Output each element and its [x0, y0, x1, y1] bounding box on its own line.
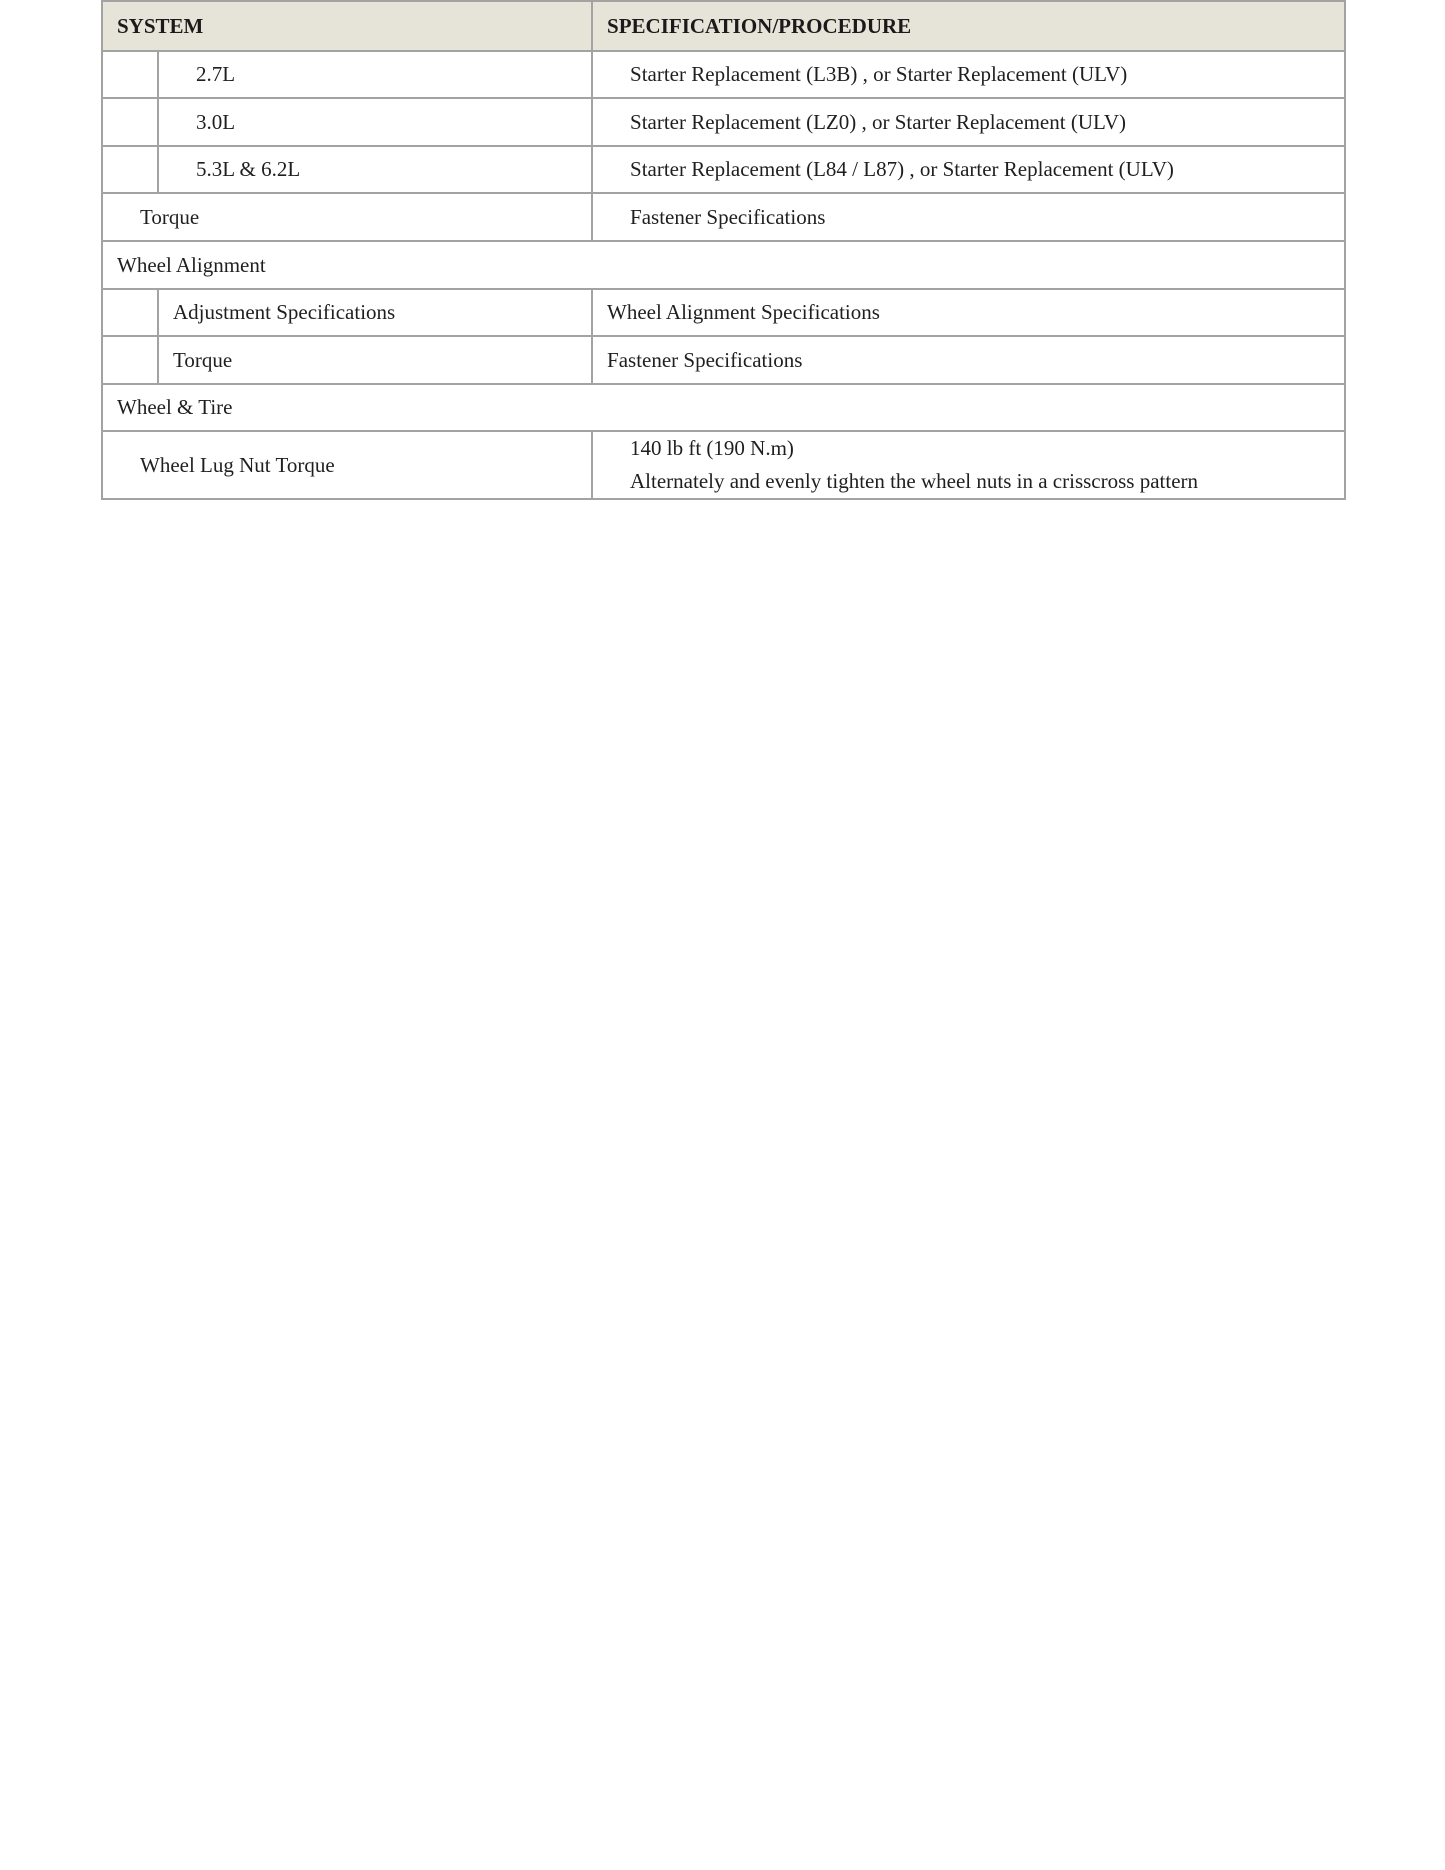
system-cell: 3.0L: [158, 98, 592, 146]
header-spec: SPECIFICATION/PROCEDURE: [592, 1, 1345, 51]
table-row: [102, 431, 1345, 499]
system-cell: Adjustment Specifications: [158, 289, 592, 336]
group-title: Wheel Alignment: [102, 241, 1345, 289]
indent-cell: [102, 146, 158, 193]
header-system: SYSTEM: [102, 1, 592, 51]
indent-cell: [102, 336, 158, 384]
group-row: [102, 241, 1345, 289]
spec-cell: Fastener Specifications: [592, 336, 1345, 384]
spec-line: Alternately and evenly tighten the wheel nuts in a crisscross pattern: [630, 469, 1199, 493]
spec-line: 140 lb ft (190 N.m): [630, 436, 794, 460]
table-header-row: [102, 1, 1345, 51]
system-cell: [102, 431, 592, 499]
table-row: [102, 146, 1345, 193]
specification-table: [101, 0, 1346, 500]
spec-cell: Starter Replacement (L84 / L87) , or Starter Replacement (ULV): [592, 146, 1345, 193]
table-row: [102, 193, 1345, 241]
system-cell: Torque: [158, 336, 592, 384]
table-row: [102, 51, 1345, 98]
indent-cell: [102, 289, 158, 336]
spec-cell: [592, 431, 1345, 499]
system-cell: 5.3L & 6.2L: [158, 146, 592, 193]
indent-cell: [102, 51, 158, 98]
group-row: [102, 384, 1345, 431]
indent-cell: [102, 98, 158, 146]
system-cell: Torque: [102, 193, 592, 241]
table-row: [102, 336, 1345, 384]
table-row: [102, 289, 1345, 336]
group-title: Wheel & Tire: [102, 384, 1345, 431]
spec-cell: Starter Replacement (L3B) , or Starter Replacement (ULV): [592, 51, 1345, 98]
spec-cell: Fastener Specifications: [592, 193, 1345, 241]
system-cell: 2.7L: [158, 51, 592, 98]
table-row: [102, 98, 1345, 146]
spec-cell: Starter Replacement (LZ0) , or Starter Replacement (ULV): [592, 98, 1345, 146]
system-label: Wheel Lug Nut Torque: [140, 452, 335, 477]
spec-cell: Wheel Alignment Specifications: [592, 289, 1345, 336]
